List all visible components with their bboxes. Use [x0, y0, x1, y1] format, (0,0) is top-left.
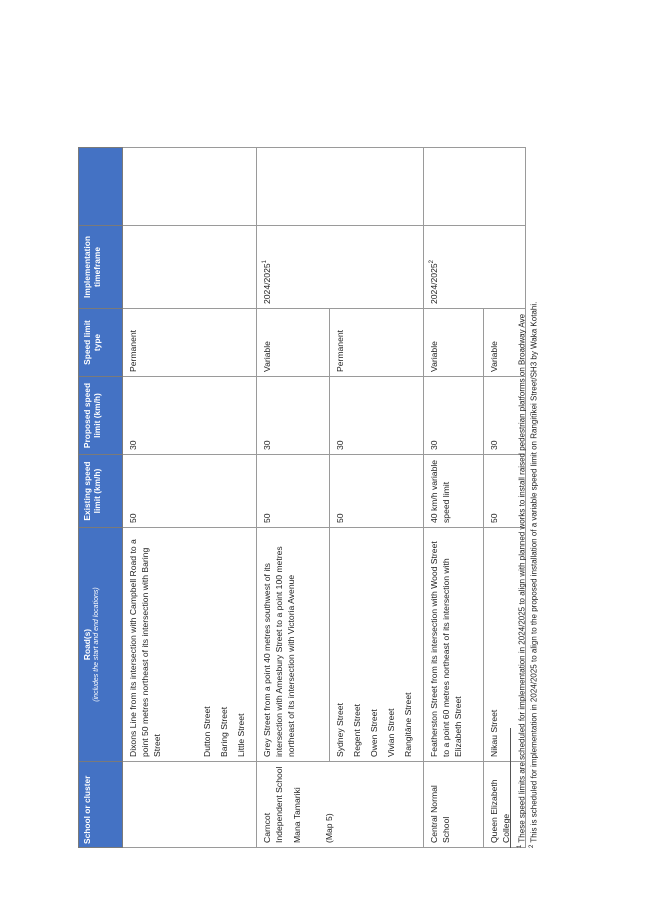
header-school: School or cluster [79, 762, 123, 848]
header-timeframe: Implementation timeframe [79, 226, 123, 309]
roads-cell [257, 528, 330, 762]
extra-cell [123, 148, 257, 226]
existing-limit-cell: 50 [330, 455, 424, 528]
header-roads [79, 528, 123, 762]
footnote-mark: 2 [429, 260, 436, 264]
header-roads-label: Road(s) [82, 628, 92, 661]
road-name: Owen Street [369, 709, 380, 757]
roads-cell [123, 528, 257, 762]
limit-type-cell: Variable [424, 309, 484, 377]
limit-type-cell: Variable [257, 309, 330, 377]
header-roads-sublabel: (includes the start and end locations) [93, 587, 101, 702]
existing-limit-cell: 50 [123, 455, 257, 528]
existing-limit-cell: 40 km/h variable speed limit [424, 455, 484, 528]
existing-limit-cell: 50 [484, 455, 526, 528]
footnote [516, 148, 528, 848]
footnote-number: 2 [529, 844, 536, 848]
table-row [123, 148, 257, 848]
footnote-separator [510, 728, 511, 848]
table-header-row [79, 148, 123, 848]
roads-cell [424, 528, 484, 762]
proposed-limit-cell: 30 [123, 377, 257, 455]
limit-type-cell: Permanent [330, 309, 424, 377]
table-row [257, 148, 330, 848]
header-existing-limit: Existing speed limit (km/h) [79, 455, 123, 528]
limit-type-cell: Variable [484, 309, 526, 377]
school-name: Central Normal School [429, 785, 452, 843]
extra-cell [257, 148, 424, 226]
timeframe-cell [257, 226, 424, 309]
school-name: Mana Tamariki [292, 787, 303, 843]
proposed-limit-cell: 30 [484, 377, 526, 455]
footnotes [516, 148, 541, 848]
school-name: Queen Elizabeth College [489, 779, 512, 843]
map-reference: (Map 5) [324, 813, 335, 843]
limit-type-cell: Permanent [123, 309, 257, 377]
road-name: Baring Street [219, 706, 230, 757]
timeframe-cell [424, 226, 526, 309]
footnote-number: 1 [517, 844, 523, 848]
extra-cell [424, 148, 526, 226]
road-description: Featherston Street from its intersection with Wood Street to a point 60 metres northeast of its intersection with Elizabeth Street [429, 541, 464, 757]
speed-limit-table [78, 147, 526, 848]
school-cell [257, 762, 424, 848]
road-name: Dutton Street [202, 706, 213, 757]
existing-limit-cell: 50 [257, 455, 330, 528]
school-cell [123, 762, 257, 848]
proposed-limit-cell: 30 [424, 377, 484, 455]
table-row [424, 148, 484, 848]
header-proposed-limit: Proposed speed limit (km/h) [79, 377, 123, 455]
school-cell [424, 762, 484, 848]
school-name: Carncot Independent School [262, 766, 285, 843]
road-name: Nikau Street [489, 709, 500, 757]
footnote [528, 148, 540, 848]
footnote-text: These speed limits are scheduled for implementation in 2024/2025 to align with planned works to install raised pedestrian platforms on Broadway Ave [517, 313, 527, 843]
road-description: Dixons Line from its intersection with Campbell Road to a point 50 metres northeast of its intersection with Baring Street [128, 539, 163, 757]
road-name: Little Street [236, 713, 247, 757]
road-description: Grey Street from a point 40 metres southwest of its intersection with Amesbury Street to a point 100 metres northeast of its intersection with Victoria Avenue [262, 546, 297, 757]
proposed-limit-cell: 30 [257, 377, 330, 455]
roads-cell [330, 528, 424, 762]
road-name: Sydney Street [335, 703, 346, 757]
timeframe-value: 2024/2025 [262, 263, 273, 304]
road-name: Vivian Street [386, 708, 397, 757]
timeframe-cell [123, 226, 257, 309]
rotated-page [78, 148, 576, 848]
proposed-limit-cell: 30 [330, 377, 424, 455]
header-limit-type: Speed limit type [79, 309, 123, 377]
timeframe-value: 2024/2025 [429, 263, 440, 304]
header-extra-column [79, 148, 123, 226]
footnote-text: This is scheduled for implementation in 2024/2025 to align to the proposed installation of a variable speed limit on Rangitīkei Street/SH3 by Waka Kotahi. [529, 301, 539, 843]
road-name: Rangitāne Street [403, 692, 414, 757]
footnote-mark: 1 [262, 260, 269, 264]
road-name: Regent Street [352, 703, 363, 757]
